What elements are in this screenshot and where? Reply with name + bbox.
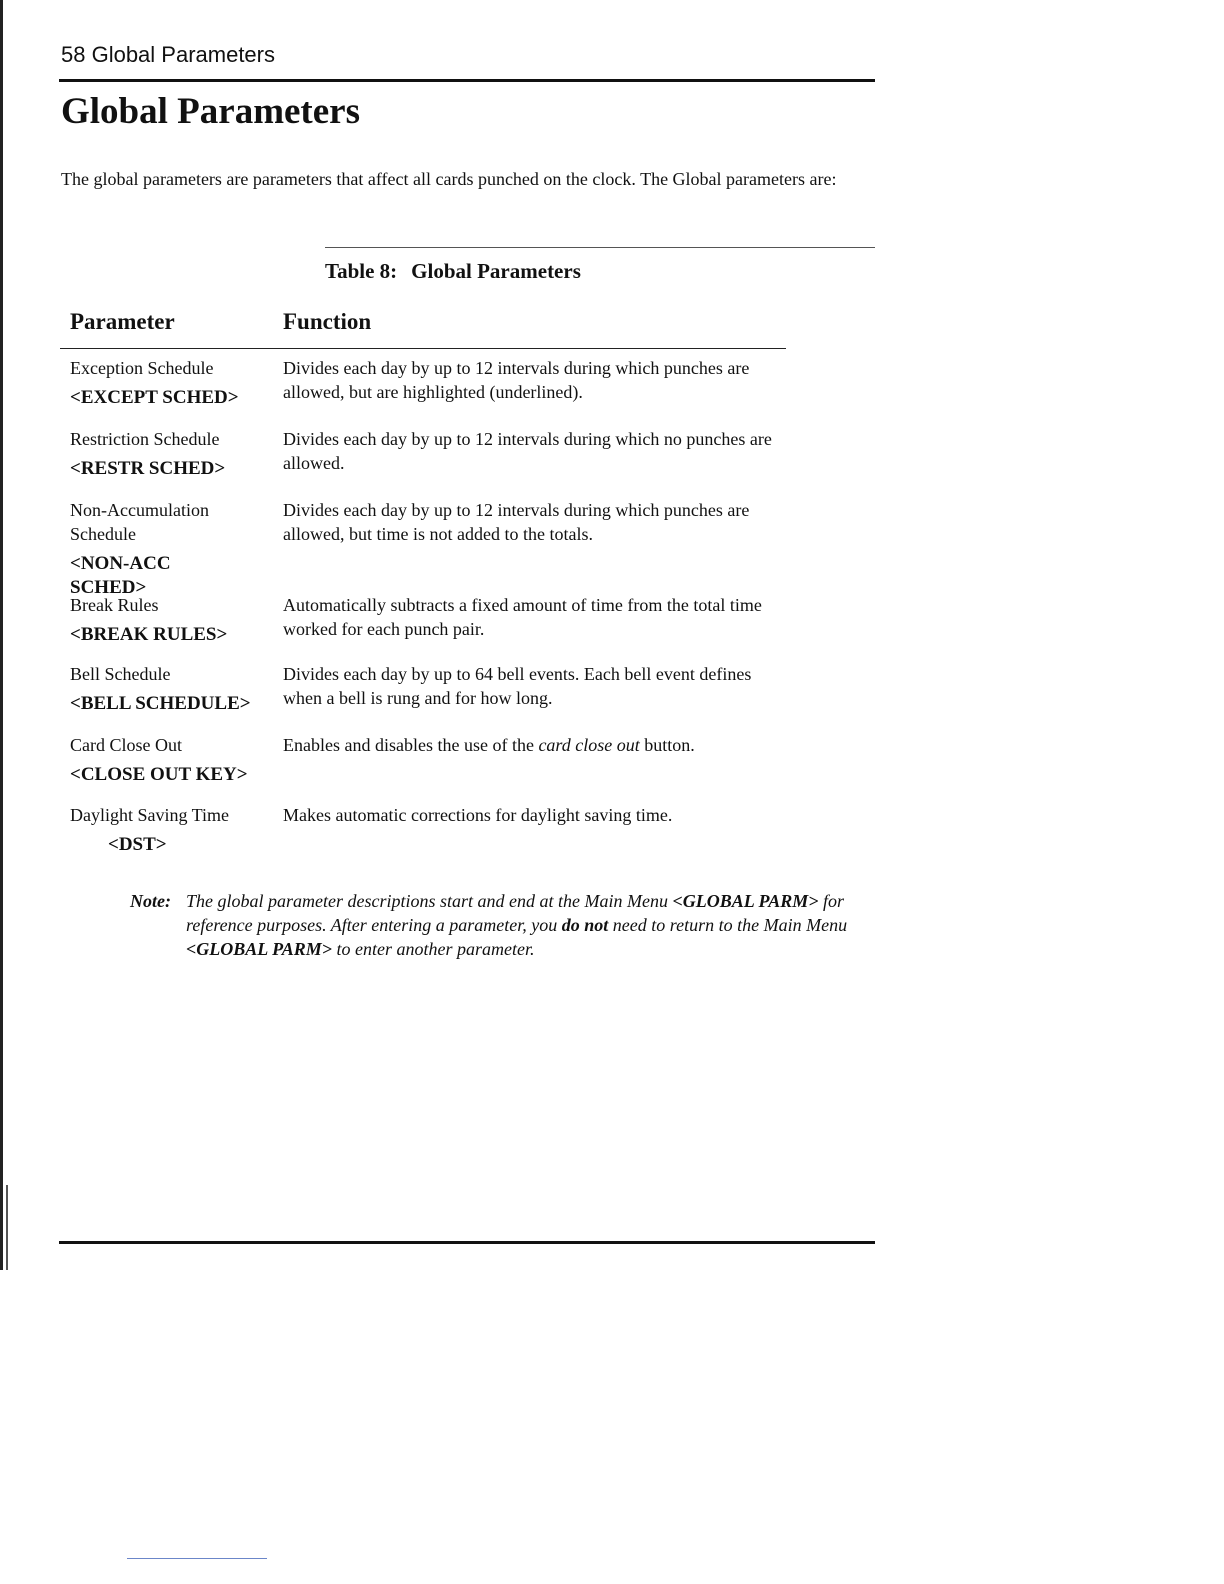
- parameter-name: Break Rules: [70, 595, 159, 615]
- caption-label: Table 8:: [325, 259, 398, 283]
- function-cell: Divides each day by up to 12 intervals during which punches are allowed, but time is not added to the totals.: [283, 500, 750, 544]
- function-cell: Makes automatic corrections for daylight saving time.: [283, 805, 673, 825]
- function-cell: Divides each day by up to 12 intervals during which punches are allowed, but are highlighted (underlined).: [283, 358, 750, 402]
- page-title: Global Parameters: [61, 91, 360, 132]
- column-header-parameter: Parameter: [70, 309, 175, 334]
- parameter-cell: [70, 662, 275, 716]
- parameter-cell: [70, 498, 240, 600]
- parameter-cell: [70, 803, 275, 857]
- function-cell: Divides each day by up to 64 bell events. Each bell event defines when a bell is rung and for how long.: [283, 664, 752, 708]
- parameter-code: <RESTR SCHED>: [70, 458, 226, 479]
- note-code: <GLOBAL PARM>: [186, 939, 333, 959]
- note-text-part: for reference purposes. After entering a parameter, you: [186, 891, 845, 935]
- column-header-function: Function: [283, 309, 372, 334]
- note-text: [186, 889, 886, 961]
- function-emphasis: card close out: [538, 735, 640, 755]
- parameter-code: <CLOSE OUT KEY>: [70, 764, 248, 785]
- parameter-name: Exception Schedule: [70, 358, 214, 378]
- note-code: <GLOBAL PARM>: [672, 891, 819, 911]
- scan-edge-mark: [0, 0, 3, 1270]
- table-header-rule: [60, 348, 786, 349]
- parameter-name: Card Close Out: [70, 735, 182, 755]
- parameter-code: <DST>: [108, 834, 167, 855]
- caption-rule: [325, 247, 875, 248]
- parameter-cell: [70, 356, 275, 410]
- footer-rule: [59, 1241, 875, 1244]
- parameter-name: Restriction Schedule: [70, 429, 220, 449]
- function-cell: Automatically subtracts a fixed amount of time from the total time worked for each punch pair.: [283, 595, 762, 639]
- parameter-code: <NON-ACC SCHED>: [70, 553, 171, 598]
- function-cell: Divides each day by up to 12 intervals during which no punches are allowed.: [283, 429, 772, 473]
- parameter-code: <BELL SCHEDULE>: [70, 693, 251, 714]
- running-head: 58 Global Parameters: [61, 42, 275, 67]
- parameter-name: Bell Schedule: [70, 664, 171, 684]
- parameter-code: <EXCEPT SCHED>: [70, 387, 239, 408]
- scan-edge-mark-lower: [6, 1185, 8, 1270]
- caption-title: Global Parameters: [411, 259, 581, 283]
- intro-paragraph: The global parameters are parameters that affect all cards punched on the clock. The Global parameters are:: [61, 169, 837, 189]
- parameter-cell: [70, 427, 275, 481]
- function-cell: [283, 733, 783, 757]
- parameter-name: Daylight Saving Time: [70, 805, 230, 825]
- note-text-part: The global parameter descriptions start and end at the Main Menu: [186, 891, 673, 911]
- bottom-mark: [127, 1558, 267, 1559]
- function-text-end: button.: [639, 735, 695, 755]
- note-text-part: to enter another parameter.: [332, 939, 535, 959]
- parameter-code: <BREAK RULES>: [70, 624, 228, 645]
- parameter-cell: [70, 733, 275, 787]
- note-text-part: need to return to the Main Menu: [608, 915, 848, 935]
- note-label: Note:: [130, 891, 171, 911]
- parameter-cell: [70, 593, 275, 647]
- function-text: Enables and disables the use of the: [283, 735, 539, 755]
- parameter-name: Non-Accumulation Schedule: [70, 500, 209, 544]
- note-emphasis: do not: [561, 915, 609, 935]
- header-rule: [59, 79, 875, 82]
- table-caption: [325, 259, 581, 284]
